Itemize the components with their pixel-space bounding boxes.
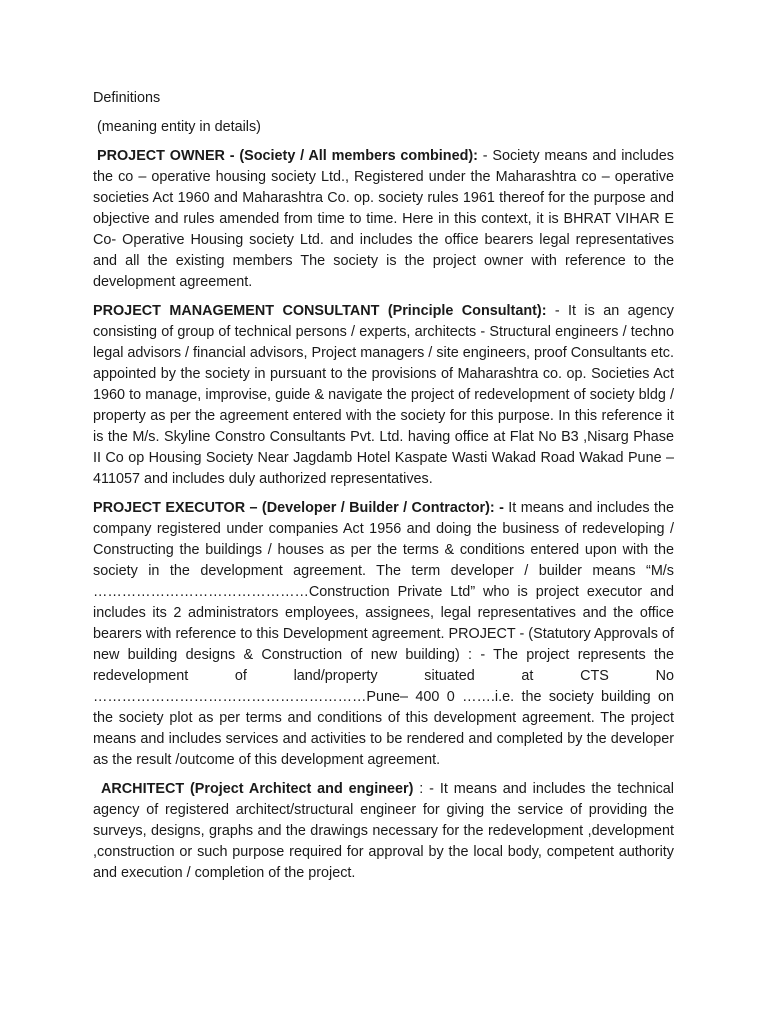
definition-term: PROJECT MANAGEMENT CONSULTANT (Principle Consultant): [93,303,547,319]
page-subheading: (meaning entity in details) [97,119,261,135]
definition-project-owner [93,146,674,293]
definition-text: It means and includes the company registered under companies Act 1956 and doing the business of redeveloping / Constructing the buildings / houses as per the terms & conditions entered upon with the society in the development agreement. The term developer / builder means “M/s ………………………………………Construction Private Ltd” who is project executor and includes its 2 administrators employees, assignees, legal representatives and the office bearers with reference to this Development agreement. PROJECT - (Statutory Approvals of new building designs & Construction of new building) : - The project represents the redevelopment of land/property situated at CTS No …………………………………………………Pune– 400 0 …….i.e. the society building on the society plot as per terms and conditions of this development agreement. The project means and includes services and activities to be rendered and completed by the developer as the result /outcome of this development agreement. [93,500,674,768]
definition-term: PROJECT OWNER - (Society / All members combined): [97,148,478,164]
definition-text: : - It means and includes the technical agency of registered architect/structural engineer for giving the service of providing the surveys, designs, graphs and the drawings necessary for the redevelopment ,development ,construction or such purpose required for approval by the local body, competent authority and execution / completion of the project. [93,781,674,881]
definition-term: PROJECT EXECUTOR – (Developer / Builder / Contractor): - [93,500,504,516]
definition-project-executor [93,498,674,771]
definition-architect [93,779,674,884]
page-heading: Definitions [93,90,161,106]
definition-project-management-consultant [93,301,674,490]
definition-term: ARCHITECT (Project Architect and engineer) [101,781,414,797]
definition-text: - Society means and includes the co – operative housing society Ltd., Registered under the Maharashtra co – operative societies Act 1960 and Maharashtra Co. op. society rules 1961 thereof for the purpose and objective and rules amended from time to time. Here in this context, it is BHRAT VIHAR E Co- Operative Housing society Ltd. and includes the office bearers legal representatives and all the existing members The society is the project owner with reference to the development agreement. [93,148,675,290]
definition-text: - It is an agency consisting of group of technical persons / experts, architects - Structural engineers / techno legal advisors / financial advisors, Project managers / site engineers, proof Consultants etc. appointed by the society in pursuant to the provisions of Maharashtra co. op. Societies Act 1960 to manage, improvise, guide & navigate the project of redevelopment of society bldg / property as per the agreement entered with the society for this purpose. In this reference it is the M/s. Skyline Constro Consultants Pvt. Ltd. having office at Flat No B3 ,Nisarg Phase II Co op Housing Society Near Jagdamb Hotel Kaspate Wasti Wakad Road Wakad Pune –411057 and includes duly authorized representatives. [93,303,674,487]
